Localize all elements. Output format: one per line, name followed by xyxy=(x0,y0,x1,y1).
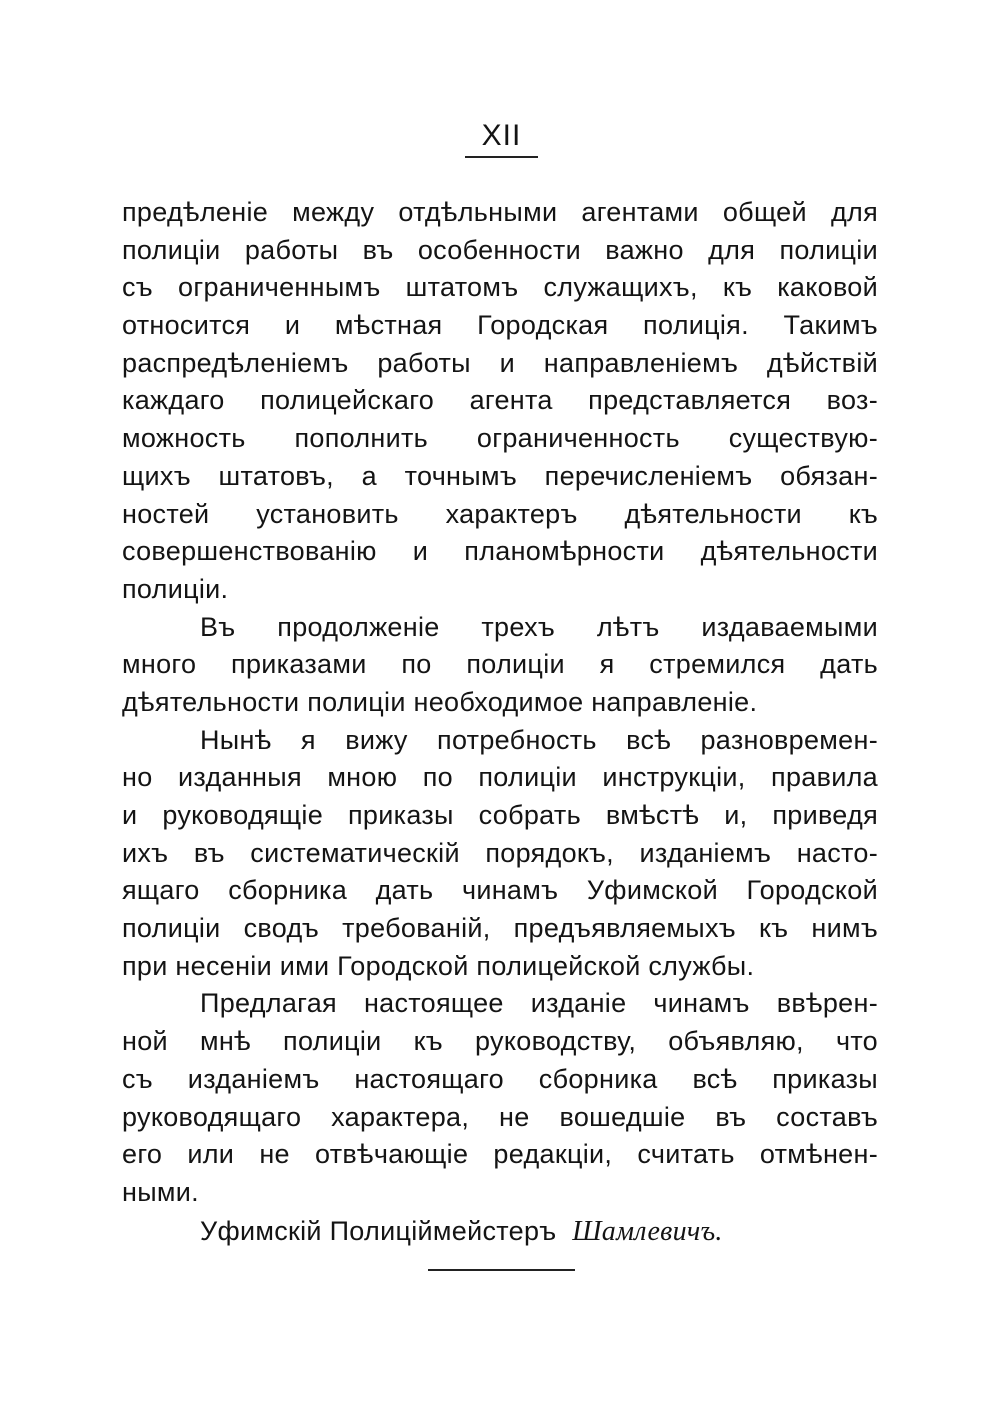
signature-title: Уфимскій Полиціймейстеръ xyxy=(200,1216,557,1246)
text-line: предѣленіе между отдѣльными агентами общей для xyxy=(122,197,878,227)
body-text xyxy=(122,194,878,1212)
signature xyxy=(200,1212,723,1251)
end-rule xyxy=(428,1269,575,1271)
text-line: Въ продолженіе трехъ лѣтъ издаваемыми xyxy=(200,611,878,642)
text-line: можность пополнить ограниченность существую- xyxy=(122,423,878,454)
text-line: съ ограниченнымъ штатомъ служащихъ, къ каковой xyxy=(122,272,878,303)
text-line: Предлагая настоящее изданіе чинамъ ввѣрен- xyxy=(200,988,878,1019)
text-line: дѣятельности полиціи необходимое направленіе. xyxy=(122,686,758,717)
text-line: полиціи. xyxy=(122,573,229,604)
text-line: каждаго полицейскаго агента представляется воз- xyxy=(122,385,878,416)
text-line: ихъ въ систематическій порядокъ, изданіемъ насто- xyxy=(122,837,878,868)
text-line: при несеніи ими Городской полицейской службы. xyxy=(122,950,755,981)
text-line: ной мнѣ полиціи къ руководству, объявляю, что xyxy=(122,1026,878,1057)
text-line: ящаго сборника дать чинамъ Уфимской Городской xyxy=(122,875,878,906)
text-line: руководящаго характера, не вошедшіе въ составъ xyxy=(122,1101,878,1132)
text-line: и руководящіе приказы собрать вмѣстѣ и, приведя xyxy=(122,800,878,830)
text-line: относится и мѣстная Городская полиція. Такимъ xyxy=(122,310,878,341)
text-line: но изданныя мною по полиціи инструкціи, правила xyxy=(122,762,878,793)
text-line: ностей установить характеръ дѣятельности къ xyxy=(122,498,878,529)
text-line: полиціи работы въ особенности важно для полиціи xyxy=(122,234,878,265)
text-line: Нынѣ я вижу потребность всѣ разновремен- xyxy=(200,724,878,755)
signature-name: Шамлевичъ. xyxy=(572,1216,723,1247)
text-line: его или не отвѣчающіе редакціи, считать отмѣнен- xyxy=(122,1139,878,1170)
text-line: распредѣленіемъ работы и направленіемъ дѣйствій xyxy=(122,347,878,378)
page-number: XII xyxy=(465,118,538,158)
text-line: щихъ штатовъ, а точнымъ перечисленіемъ обязан- xyxy=(122,460,878,491)
text-line: полиціи сводъ требованій, предъявляемыхъ къ нимъ xyxy=(122,913,878,944)
text-line: совершенствованію и планомѣрности дѣятельности xyxy=(122,536,878,567)
text-line: ными. xyxy=(122,1176,199,1207)
text-line: много приказами по полиціи я стремился дать xyxy=(122,649,878,680)
text-line: съ изданіемъ настоящаго сборника всѣ приказы xyxy=(122,1063,878,1094)
